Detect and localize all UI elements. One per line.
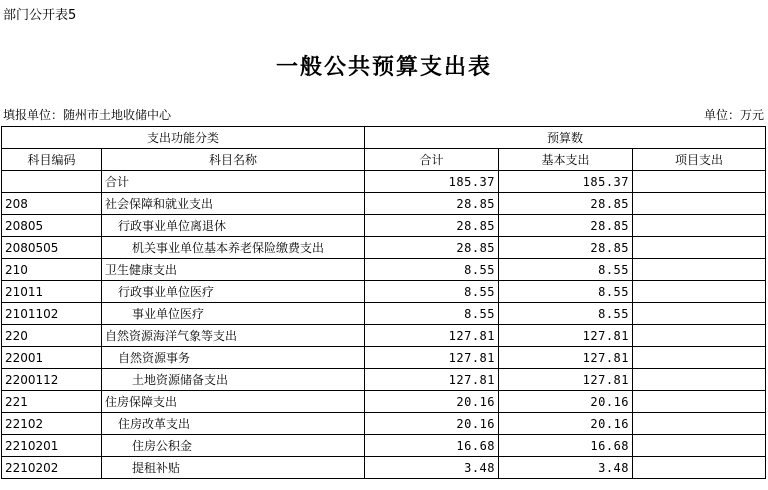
row-basic-cell: 185.37 <box>499 171 633 193</box>
row-code-cell: 208 <box>2 193 102 215</box>
row-project-cell <box>633 457 766 479</box>
table-row <box>2 215 766 237</box>
header-row-1 <box>2 127 766 149</box>
filing-unit: 填报单位：随州市土地收储中心 <box>3 108 172 122</box>
row-total-cell: 28.85 <box>365 215 499 237</box>
table-row <box>2 303 766 325</box>
row-name-cell: 机关事业单位基本养老保险缴费支出 <box>102 237 365 259</box>
row-code-cell: 20805 <box>2 215 102 237</box>
row-name-cell: 行政事业单位离退休 <box>102 215 365 237</box>
row-total-cell: 127.81 <box>365 347 499 369</box>
row-name-cell: 卫生健康支出 <box>102 259 365 281</box>
row-total-cell: 16.68 <box>365 435 499 457</box>
table-row <box>2 435 766 457</box>
header-basic: 基本支出 <box>499 149 633 171</box>
row-project-cell <box>633 369 766 391</box>
row-basic-cell: 16.68 <box>499 435 633 457</box>
table-row <box>2 281 766 303</box>
row-total-cell: 8.55 <box>365 303 499 325</box>
table-row <box>2 457 766 479</box>
row-total-cell: 28.85 <box>365 237 499 259</box>
budget-table <box>1 126 766 479</box>
row-total-cell: 20.16 <box>365 391 499 413</box>
row-code-cell: 22001 <box>2 347 102 369</box>
row-basic-cell: 20.16 <box>499 413 633 435</box>
row-total-cell: 127.81 <box>365 369 499 391</box>
row-basic-cell: 127.81 <box>499 347 633 369</box>
row-project-cell <box>633 391 766 413</box>
row-project-cell <box>633 281 766 303</box>
row-name-cell: 合计 <box>102 171 365 193</box>
row-project-cell <box>633 171 766 193</box>
header-budget: 预算数 <box>365 127 766 149</box>
table-row <box>2 413 766 435</box>
header-total: 合计 <box>365 149 499 171</box>
row-code-cell: 2080505 <box>2 237 102 259</box>
row-project-cell <box>633 237 766 259</box>
row-name-cell: 自然资源海洋气象等支出 <box>102 325 365 347</box>
table-row <box>2 193 766 215</box>
row-code-cell: 2200112 <box>2 369 102 391</box>
row-project-cell <box>633 435 766 457</box>
row-total-cell: 20.16 <box>365 413 499 435</box>
row-code-cell <box>2 171 102 193</box>
row-total-cell: 185.37 <box>365 171 499 193</box>
row-basic-cell: 28.85 <box>499 193 633 215</box>
table-row <box>2 259 766 281</box>
row-basic-cell: 28.85 <box>499 237 633 259</box>
row-project-cell <box>633 347 766 369</box>
row-name-cell: 住房公积金 <box>102 435 365 457</box>
row-total-cell: 8.55 <box>365 259 499 281</box>
row-code-cell: 22102 <box>2 413 102 435</box>
row-basic-cell: 28.85 <box>499 215 633 237</box>
row-basic-cell: 8.55 <box>499 303 633 325</box>
header-project: 项目支出 <box>633 149 766 171</box>
row-project-cell <box>633 259 766 281</box>
row-name-cell: 事业单位医疗 <box>102 303 365 325</box>
row-code-cell: 2101102 <box>2 303 102 325</box>
row-project-cell <box>633 325 766 347</box>
row-total-cell: 3.48 <box>365 457 499 479</box>
table-row <box>2 369 766 391</box>
row-basic-cell: 20.16 <box>499 391 633 413</box>
row-total-cell: 28.85 <box>365 193 499 215</box>
header-code: 科目编码 <box>2 149 102 171</box>
table-row <box>2 347 766 369</box>
row-name-cell: 行政事业单位医疗 <box>102 281 365 303</box>
row-name-cell: 自然资源事务 <box>102 347 365 369</box>
row-code-cell: 2210201 <box>2 435 102 457</box>
row-name-cell: 住房改革支出 <box>102 413 365 435</box>
header-name: 科目名称 <box>102 149 365 171</box>
row-code-cell: 220 <box>2 325 102 347</box>
row-code-cell: 21011 <box>2 281 102 303</box>
row-name-cell: 提租补贴 <box>102 457 365 479</box>
row-project-cell <box>633 193 766 215</box>
header-row-2 <box>2 149 766 171</box>
table-row <box>2 171 766 193</box>
row-basic-cell: 127.81 <box>499 369 633 391</box>
row-code-cell: 2210202 <box>2 457 102 479</box>
row-basic-cell: 3.48 <box>499 457 633 479</box>
row-name-cell: 社会保障和就业支出 <box>102 193 365 215</box>
table-row <box>2 237 766 259</box>
table-row <box>2 325 766 347</box>
row-basic-cell: 8.55 <box>499 259 633 281</box>
currency-unit: 单位：万元 <box>703 108 764 122</box>
row-name-cell: 住房保障支出 <box>102 391 365 413</box>
row-project-cell <box>633 215 766 237</box>
document-label: 部门公开表5 <box>3 8 77 23</box>
row-name-cell: 土地资源储备支出 <box>102 369 365 391</box>
row-project-cell <box>633 303 766 325</box>
row-basic-cell: 8.55 <box>499 281 633 303</box>
row-code-cell: 210 <box>2 259 102 281</box>
table-row <box>2 391 766 413</box>
row-basic-cell: 127.81 <box>499 325 633 347</box>
header-category: 支出功能分类 <box>2 127 365 149</box>
page-title: 一般公共预算支出表 <box>275 54 492 80</box>
row-code-cell: 221 <box>2 391 102 413</box>
row-project-cell <box>633 413 766 435</box>
row-total-cell: 127.81 <box>365 325 499 347</box>
row-total-cell: 8.55 <box>365 281 499 303</box>
